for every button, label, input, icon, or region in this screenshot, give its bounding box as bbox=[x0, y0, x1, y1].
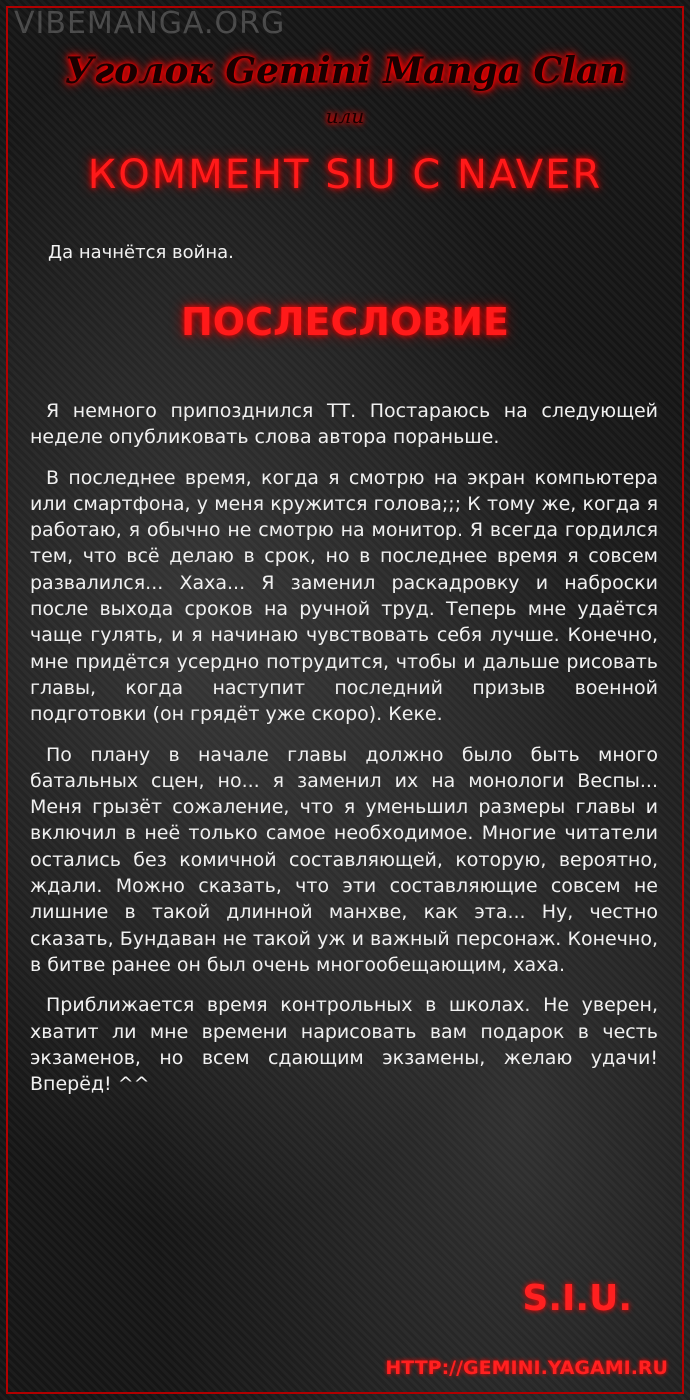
afterword-heading: ПОСЛЕСЛОВИЕ bbox=[181, 300, 509, 344]
page-subtitle: КОММЕНТ SIU С NAVER bbox=[87, 152, 603, 198]
intro-text: Да начнётся война. bbox=[48, 242, 234, 263]
site-url-link[interactable]: HTTP://GEMINI.YAGAMI.RU bbox=[385, 1357, 668, 1379]
afterword-body bbox=[30, 398, 658, 1111]
paragraph-1: Я немного припозднился ТТ. Постараюсь на следующей неделе опубликовать слова автора пораньше. bbox=[30, 400, 658, 449]
author-signature: S.I.U. bbox=[522, 1278, 632, 1319]
or-label: или bbox=[325, 104, 365, 128]
watermark: VIBEMANGA.ORG bbox=[14, 6, 286, 41]
paragraph-3: По плану в начале главы должно было быть много батальных сцен, но... я заменил их на монологи Веспы... Меня грызёт сожаление, что я уменьшил размеры главы и включил в неё только самое необходимое. Многие читатели остались без комичной составляющей, которую, вероятно, ждали. Можно сказать, что эти составляющие совсем не лишние в такой длинной манхве, как эта... Ну, честно сказать, Бундаван не такой уж и важный персонаж. Конечно, в битве ранее он был очень многообещающим, хаха. bbox=[30, 743, 658, 976]
paragraph-2: В последнее время, когда я смотрю на экран компьютера или смартфона, у меня кружится голова;;; К тому же, когда я работаю, я обычно не смотрю на монитор. Я всегда гордился тем, что всё делаю в срок, но в последнее время я совсем развалился... Хаха... Я заменил раскадровку и наброски после выхода сроков на ручной труд. Теперь мне удаётся чаще гулять, и я начинаю чувствовать себя лучше. Конечно, мне придётся усердно потрудится, чтобы и дальше рисовать главы, когда наступит последний призыв военной подготовки (он грядёт уже скоро). Кеке. bbox=[30, 466, 658, 726]
page-title: Уголок Gemini Manga Clan bbox=[64, 50, 626, 92]
paragraph-4: Приближается время контрольных в школах. Не уверен, хватит ли мне времени нарисовать вам подарок в честь экзаменов, но всем сдающим экзамены, желаю удачи! Вперёд! ^^ bbox=[30, 994, 658, 1096]
